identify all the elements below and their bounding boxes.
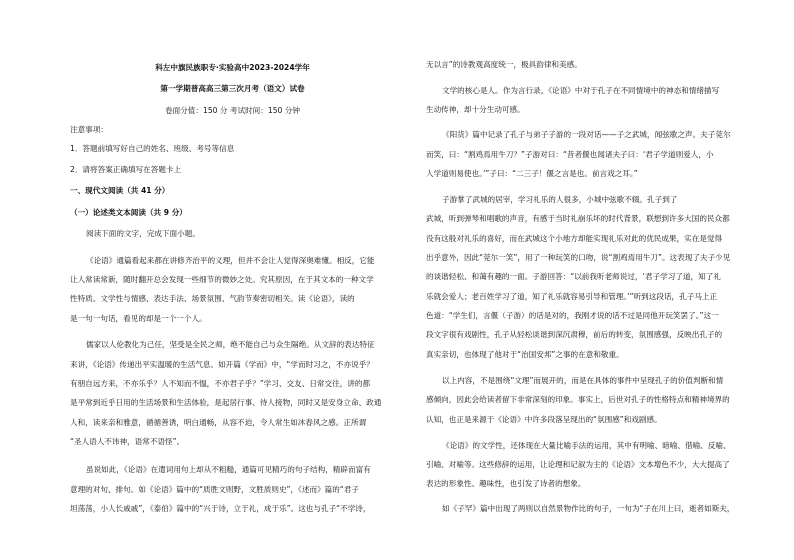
body-line: 是平常到近乎日用的生活场景和生活体验，是起居行事、待人接物，同时又是安身立命、政通 [70, 398, 382, 407]
body-line: 有朋自远方来，不亦乐乎？人不知而不愠，不亦君子乎？”学习、交友、日常交往，讲的都 [70, 379, 371, 388]
body-line: 生动传神，却十分生动可感。 [426, 105, 525, 114]
right-column [426, 0, 754, 560]
title-line-1: 科左中旗民族职专·实验高中2023-2024学年 [155, 63, 310, 72]
body-line: 来讲，《论语》传递出平实温暖的生活气息。如开篇《学而》中，“学而时习之，不亦说乎？ [70, 360, 374, 369]
score-line: 卷面分值：150 分 考试时间：150 分钟 [165, 106, 300, 115]
body-line: 儒家以人伦教化为己任，坚受是全民之师，绝不能自己与众生隔绝。从文辞的表达特征 [86, 340, 375, 349]
body-line: 《论语》通篇看起来都在讲修齐治平的义理，但并不会让人觉得深奥难懂。相反，它能 [86, 256, 375, 265]
body-line: 的谈谐轻松、和蔼有趣的一面。子游回答：“以前我听老师说过，‘君子学习了道，知了礼 [426, 272, 721, 281]
body-line: 感倾向，因此会给读者留下非常深刻的印象。事实上，后世对孔子的性格特点和精神境界的 [426, 395, 730, 404]
notice-item-2: 2．请将答案正确填写在答题卡上 [70, 165, 182, 174]
body-line: 真实亲切，也体现了他对于“治国安邦”之事的在意和敬重。 [426, 350, 624, 359]
notice-item-1: 1．答题前填写好自己的姓名、班级、考号等信息 [70, 144, 235, 153]
body-line: 以上内容，不是围绕“文理”而展开的，而是在具体的事件中呈现孔子的价值判断和情 [442, 376, 724, 385]
body-line: 无以言”的诗教观高度统一，极具韵律和美感。 [426, 60, 582, 69]
body-line: 虽说如此，《论语》在遣词用句上却从不粗糙，通篇可见精巧的句子结构，精辟而富有 [86, 465, 371, 474]
body-line: 段文字很有戏剧性，孔子从轻松谈谐到深沉肃穆，前后的转变，氛围感强，反映出孔子的 [426, 330, 723, 339]
body-line: 色道：“学生们，言偃（子游）的话是对的，我刚才说的话不过是同他开玩笑罢了。”这一 [426, 311, 719, 320]
section-heading-1-1: （一）论述类文本阅读（共 9 分） [70, 208, 187, 217]
body-line: 让人常读常新，随时翻开总会发现一些细节的微妙之处。究其原因，在于其文本的一种文学 [70, 275, 374, 284]
body-line: 文学的核心是人。作为言行录，《论语》中对于孔子在不同情境中的神态和情绪描写 [442, 86, 720, 95]
body-line: 认知，也正是来源于《论语》中许多段落呈现出的“氛围感”和戏剧感。 [426, 415, 662, 424]
body-line: 性特质。文学性与情感、表达手法、场景氛围、气韵节奏密切相关。读《论语》，读的 [70, 294, 355, 303]
body-line: 而笑，曰：“割鸡焉用牛刀？”子游对曰：“昔者偃也闻诸夫子曰：‘君子学道则爱人，小 [426, 150, 714, 159]
body-line: 如《子罕》篇中出现了两则以自然景物作比的句子，一句为“子在川上曰，逝者如斯夫， [442, 504, 735, 513]
body-line: 人和，读来亲和雅意，循循善诱，明白通畅，从容不迫，令人常生如沐春风之感。正所谓 [70, 418, 367, 427]
body-line: 子游掌了武城的居宰，学习礼乐的人很多，小城中弦歌不辍。孔子到了 [442, 195, 678, 204]
body-line: “圣人语人不讳神，语常不语怪”。 [70, 437, 185, 446]
body-line: 表达的形象性、趣味性，也引发了诗者的想象。 [426, 479, 586, 488]
body-line: 《论语》的文学性，还体现在大量比喻手法的运用，其中有明喻、暗喻、借喻、反喻、 [442, 441, 731, 450]
body-line: 《阳货》篇中记录了孔子与弟子子游的一段对话——子之武城，闻弦歌之声。夫子莞尔 [442, 130, 731, 139]
title-line-2: 第一学期普高高三第三次月考（语文）试卷 [160, 84, 305, 93]
body-line: 引喻、对喻等。这些修辞的运用，让论理和记叙为主的《论语》文本增色不少，大大提高了 [426, 460, 730, 469]
notice-heading: 注意事项： [70, 125, 108, 134]
body-line: 出乎意外，因此“莞尔一笑”，用了一种玩笑的口吻，说“割鸡焉用牛刀”。这表现了夫子少见 [426, 253, 731, 262]
instruction-text: 阅读下面的文字，完成下面小题。 [86, 229, 200, 238]
body-line: 乐就会爱人；老百姓学习了道，知了礼乐就容易引导和管理。’”听到这段话，孔子马上正 [426, 292, 718, 301]
left-column [70, 0, 395, 560]
body-line: 人学道则易使也。’”子曰：“二三子！偃之言是也。前言戏之耳。” [426, 169, 638, 178]
body-line: 没有这般对礼乐的喜好，而在武城这个小地方却能实现礼乐对此的优民成果，实在是觉得 [426, 234, 723, 243]
section-heading-1: 一、现代文阅读（共 41 分） [70, 186, 170, 195]
body-line: 武城，听到弹琴和唱歌的声音，有感于当时礼崩乐坏的时代背景，联想到许多大国的民众都 [426, 214, 730, 223]
body-line: 意理的对句、排句。如《论语》篇中的“质胜文则野，文胜质则史”，《述而》篇的“君子 [70, 485, 359, 494]
body-line: 是一句一句话，看见的却是一个一个人。 [70, 314, 207, 323]
body-line: 坦荡荡，小人长戚戚”，《泰伯》篇中的“兴于诗，立于礼，成于乐”。这也与孔子“不学诗， [70, 504, 371, 513]
